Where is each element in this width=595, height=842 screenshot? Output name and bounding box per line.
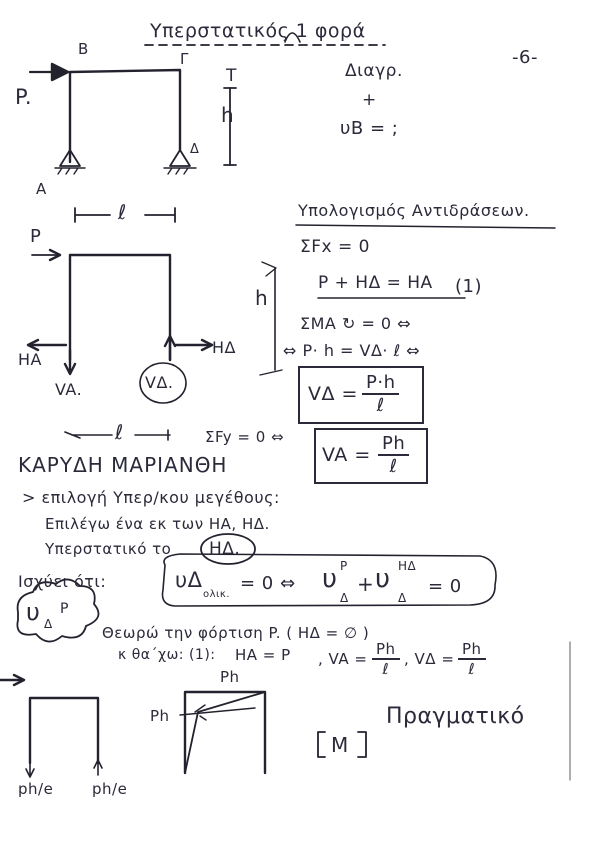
eq-horizontal: P + HΔ = HA bbox=[318, 273, 433, 293]
frame2-label-VD: VΔ. bbox=[145, 373, 174, 392]
compat-term1-sup: P bbox=[340, 559, 348, 573]
page-number: -6- bbox=[512, 47, 538, 68]
frame2-label-l: ℓ bbox=[115, 420, 124, 444]
consider-vd-num: Ph bbox=[458, 640, 486, 660]
va-denominator: ℓ bbox=[389, 456, 398, 477]
consider-ha: HA = P bbox=[235, 646, 291, 664]
frame1-label-h: h bbox=[221, 103, 235, 127]
frame1-label-T: T bbox=[226, 66, 237, 86]
holds-label: Ισχύει ότι: bbox=[18, 572, 107, 591]
compat-plus: + bbox=[357, 572, 375, 596]
bracket-M: M bbox=[331, 733, 349, 757]
consider-lead: κ θα΄χω: (1): bbox=[118, 647, 216, 663]
vd-numerator: P·h bbox=[362, 372, 399, 395]
real-label: Πραγματικό bbox=[386, 704, 525, 729]
eq-moment: ΣMA ↻ = 0 ⇔ bbox=[300, 314, 412, 333]
frame1-label-D: Δ bbox=[190, 142, 200, 157]
eq-sumfy: ΣFy = 0 ⇔ bbox=[205, 428, 285, 446]
frame1-label-G: Γ bbox=[180, 50, 189, 68]
frame2-label-VA: VA. bbox=[55, 380, 83, 399]
page-heading: Υπερστατικός 1 φορά bbox=[150, 20, 366, 42]
eq-sumfx: ΣFx = 0 bbox=[300, 237, 370, 257]
cloud-sup: P bbox=[60, 601, 69, 617]
compat-term2: υ bbox=[375, 564, 391, 594]
bottom-left-label1-b: e bbox=[43, 780, 54, 798]
cloud-sub: Δ bbox=[44, 617, 53, 631]
choose-line: Επιλέγω ένα εκ των HA, HΔ. bbox=[45, 515, 270, 533]
eq-moment-result: ⇔ P· h = VΔ· ℓ ⇔ bbox=[283, 341, 421, 360]
compat-lhs: υΔ bbox=[175, 568, 203, 592]
compat-term2-sup: HΔ bbox=[398, 559, 417, 573]
compat-eq0: = 0 ⇔ bbox=[240, 573, 296, 594]
consider-vd-lhs: , VΔ = bbox=[404, 650, 455, 668]
frame1-label-A: A bbox=[36, 180, 47, 198]
compat-end: = 0 bbox=[428, 576, 462, 597]
vd-fraction bbox=[362, 372, 399, 416]
moment-label-top: Ph bbox=[220, 668, 240, 686]
consider-va-lhs: , VA = bbox=[318, 650, 368, 668]
compat-term1: υ bbox=[322, 564, 338, 594]
compat-lhs-sub: ολικ. bbox=[203, 589, 230, 600]
consider-va-den: ℓ bbox=[382, 660, 390, 678]
goal-line2: + bbox=[362, 90, 377, 110]
consider-line: Θεωρώ την φόρτιση P. ( HΔ = ∅ ) bbox=[102, 624, 370, 642]
goal-line1: Διαγρ. bbox=[345, 61, 403, 81]
bottom-left-label2-a: ph/ bbox=[92, 780, 118, 798]
eq-tag-1: (1) bbox=[455, 276, 482, 297]
frame2-label-h: h bbox=[255, 286, 269, 310]
frame1-label-P: P. bbox=[15, 85, 33, 109]
frame1-members bbox=[70, 70, 180, 162]
va-numerator: Ph bbox=[378, 433, 409, 456]
choice-line: > επιλογή Υπερ/κου μεγέθους: bbox=[22, 488, 280, 507]
frame1-label-l: ℓ bbox=[118, 200, 127, 224]
bottom-left-label1 bbox=[18, 782, 53, 797]
vd-denominator: ℓ bbox=[376, 395, 385, 416]
author-name: ΚΑΡΥΔΗ ΜΑΡΙΑΝΘΗ bbox=[18, 453, 228, 477]
consider-vd-den: ℓ bbox=[468, 660, 476, 678]
frame2-label-P: P bbox=[30, 226, 42, 247]
frame2-label-HD: HΔ bbox=[212, 338, 236, 357]
consider-va-num: Ph bbox=[372, 640, 400, 660]
hyper-value: HΔ. bbox=[209, 539, 241, 559]
consider-vd-fraction bbox=[458, 640, 486, 678]
bottom-left-label1-a: ph/ bbox=[18, 780, 44, 798]
goal-line3: υB = ; bbox=[340, 118, 399, 139]
va-lhs: VA = bbox=[322, 444, 371, 466]
compat-term2-sub: Δ bbox=[398, 591, 407, 605]
bottom-left-label2-b: e bbox=[117, 780, 128, 798]
hyper-label: Υπερστατικό το bbox=[45, 540, 172, 558]
force-arrow-frame1 bbox=[52, 64, 68, 80]
reactions-title: Υπολογισμός Αντιδράσεων. bbox=[298, 201, 530, 220]
compat-term1-sub: Δ bbox=[340, 591, 349, 605]
consider-va-fraction bbox=[372, 640, 400, 678]
frame2-members bbox=[70, 255, 170, 360]
bottom-left-label2 bbox=[92, 782, 127, 797]
vd-lhs: VΔ = bbox=[308, 383, 358, 405]
va-result-box bbox=[314, 428, 428, 484]
frame2-label-HA: HA bbox=[18, 350, 42, 369]
frame1-label-B: B bbox=[78, 40, 89, 58]
va-fraction bbox=[378, 433, 409, 477]
moment-label-mid: Ph bbox=[150, 707, 170, 725]
vd-result-box bbox=[298, 366, 424, 424]
cloud-base: υ bbox=[26, 598, 41, 626]
